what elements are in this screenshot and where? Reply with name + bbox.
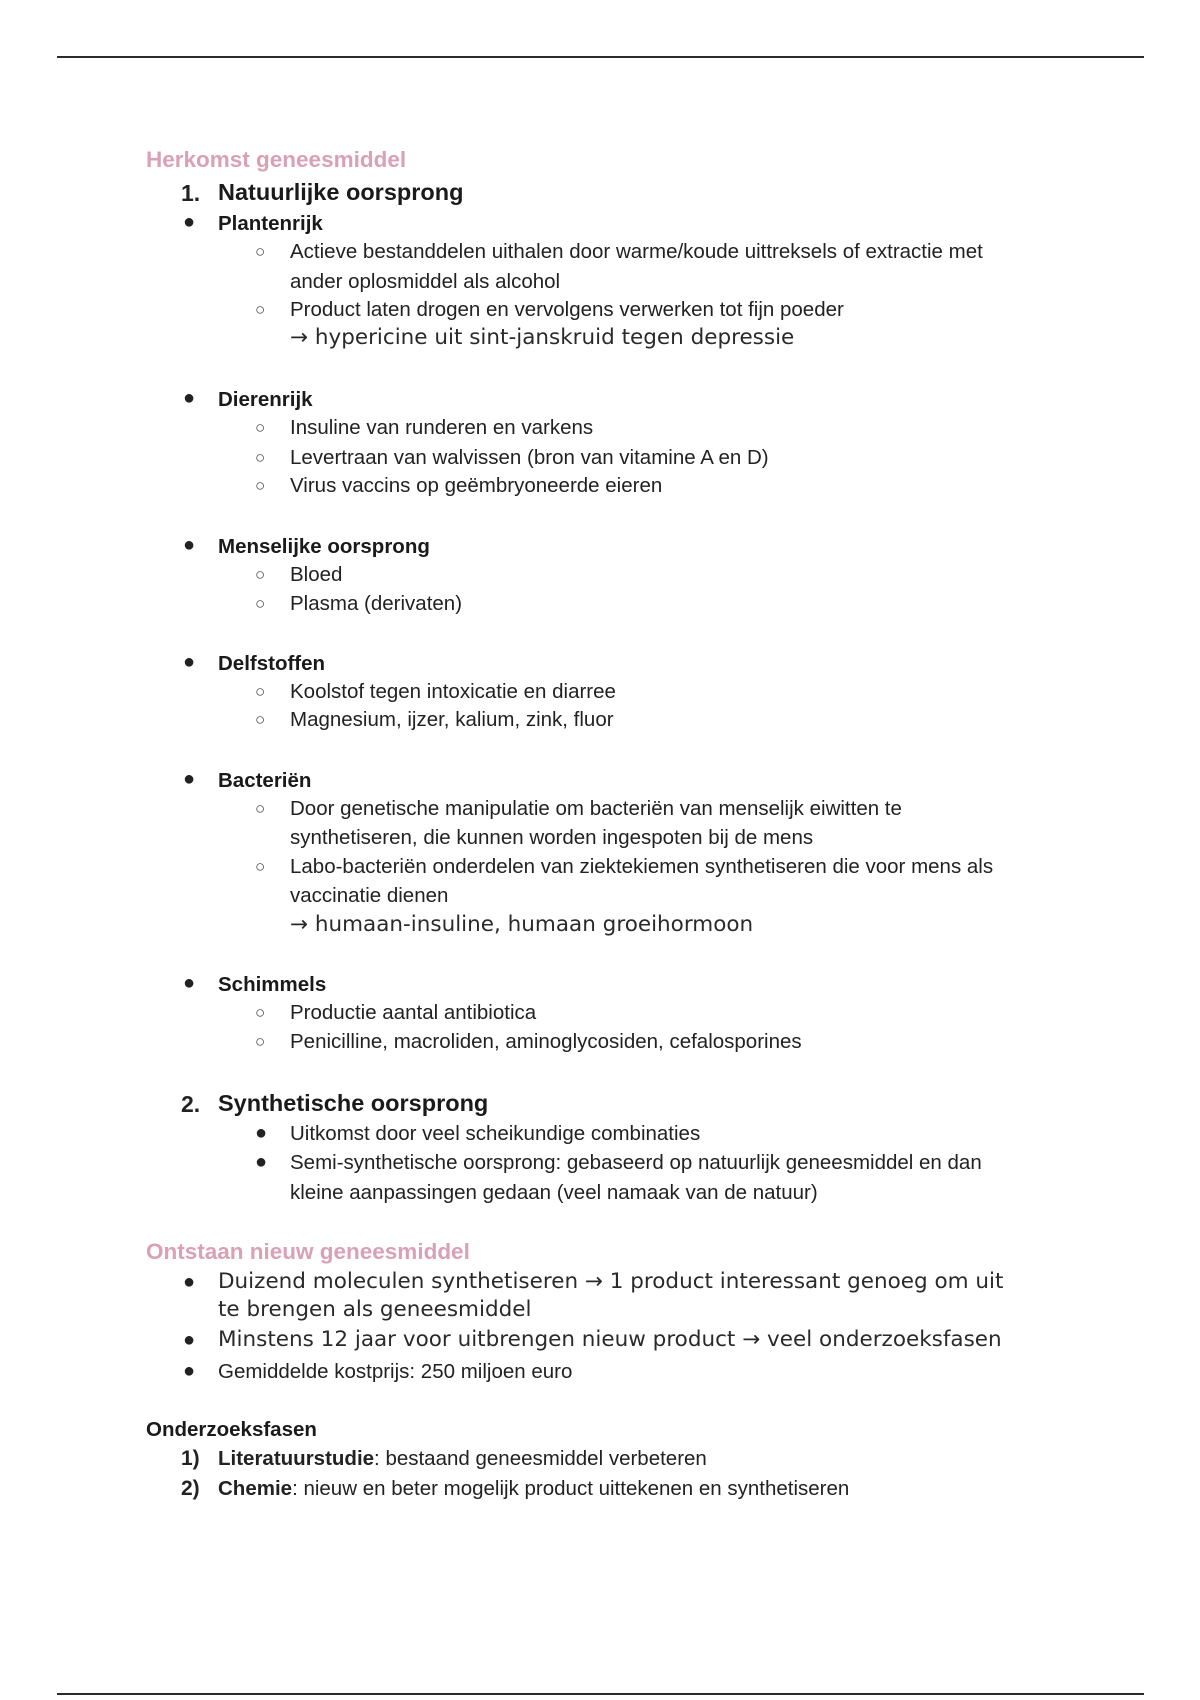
bottom-rule (57, 1693, 1144, 1695)
category-delfstoffen: Delfstoffen (218, 652, 326, 675)
phase-name: Literatuurstudie (218, 1447, 375, 1470)
list-item: Uitkomst door veel scheikundige combinaties (290, 1122, 701, 1145)
bullet-icon: ● (255, 1122, 268, 1144)
list-item: Gemiddelde kostprijs: 250 miljoen euro (218, 1360, 573, 1383)
circle-bullet-icon: ○ (255, 418, 266, 437)
list-item: Bloed (290, 563, 343, 586)
bullet-icon: ● (255, 1151, 268, 1173)
bullet-icon: ● (183, 651, 196, 673)
list-item-continued: kleine aanpassingen gedaan (veel namaak van de natuur) (290, 1181, 818, 1204)
phase-item (218, 1477, 849, 1501)
circle-bullet-icon: ○ (255, 799, 266, 818)
bullet-icon: ● (183, 1329, 196, 1351)
list-item: Virus vaccins op geëmbryoneerde eieren (290, 474, 663, 497)
list-item: Semi-synthetische oorsprong: gebaseerd op natuurlijk geneesmiddel en dan (290, 1151, 982, 1174)
category-schimmels: Schimmels (218, 973, 327, 996)
list-item-continued: te brengen als geneesmiddel (218, 1297, 532, 1322)
list-item: Labo-bacteriën onderdelen van ziektekiemen synthetiseren die voor mens als (290, 855, 994, 878)
list-item: Magnesium, ijzer, kalium, zink, fluor (290, 708, 614, 731)
category-dierenrijk: Dierenrijk (218, 388, 313, 411)
circle-bullet-icon: ○ (255, 565, 266, 584)
list-item-continued: synthetiseren, die kunnen worden ingespoten bij de mens (290, 826, 814, 849)
phase-item (218, 1447, 707, 1471)
list-item: Minstens 12 jaar voor uitbrengen nieuw product → veel onderzoeksfasen (218, 1327, 1002, 1352)
circle-bullet-icon: ○ (255, 242, 266, 261)
bullet-icon: ● (183, 387, 196, 409)
list-number: 1. (181, 180, 201, 206)
list-number: 2) (181, 1477, 200, 1500)
list-item: Product laten drogen en vervolgens verwerken tot fijn poeder (290, 298, 844, 321)
circle-bullet-icon: ○ (255, 300, 266, 319)
category-plantenrijk: Plantenrijk (218, 212, 323, 235)
list-item: Door genetische manipulatie om bacteriën van menselijk eiwitten te (290, 797, 902, 820)
section-title-herkomst: Herkomst geneesmiddel (146, 147, 407, 172)
circle-bullet-icon: ○ (255, 1003, 266, 1022)
subheading-onderzoeksfasen: Onderzoeksfasen (146, 1418, 317, 1441)
category-bacterien: Bacteriën (218, 769, 312, 792)
list-number: 2. (181, 1091, 201, 1117)
phase-text: : bestaand geneesmiddel verbeteren (374, 1447, 707, 1470)
phase-text: : nieuw en beter mogelijk product uittekenen en synthetiseren (292, 1477, 850, 1500)
subheading-natuurlijke-oorsprong: Natuurlijke oorsprong (218, 179, 464, 205)
bullet-icon: ● (183, 768, 196, 790)
category-menselijke-oorsprong: Menselijke oorsprong (218, 535, 430, 558)
circle-bullet-icon: ○ (255, 448, 266, 467)
phase-name: Chemie (218, 1477, 293, 1500)
list-item: Insuline van runderen en varkens (290, 416, 594, 439)
subheading-synthetische-oorsprong: Synthetische oorsprong (218, 1090, 489, 1116)
circle-bullet-icon: ○ (255, 710, 266, 729)
list-item: Levertraan van walvissen (bron van vitamine A en D) (290, 446, 769, 469)
list-item: Plasma (derivaten) (290, 592, 463, 615)
circle-bullet-icon: ○ (255, 682, 266, 701)
circle-bullet-icon: ○ (255, 476, 266, 495)
list-item: Actieve bestanddelen uithalen door warme/koude uittreksels of extractie met (290, 240, 983, 263)
bullet-icon: ● (183, 211, 196, 233)
list-item-continued: vaccinatie dienen (290, 884, 449, 907)
bullet-icon: ● (183, 534, 196, 556)
top-rule (57, 56, 1144, 58)
example-text: → hypericine uit sint-janskruid tegen depressie (290, 325, 795, 350)
example-text: → humaan-insuline, humaan groeihormoon (290, 912, 754, 937)
circle-bullet-icon: ○ (255, 1032, 266, 1051)
list-item: Penicilline, macroliden, aminoglycosiden, cefalosporines (290, 1030, 802, 1053)
circle-bullet-icon: ○ (255, 857, 266, 876)
bullet-icon: ● (183, 1360, 196, 1382)
list-number: 1) (181, 1447, 200, 1470)
list-item-continued: ander oplosmiddel als alcohol (290, 270, 561, 293)
section-title-ontstaan: Ontstaan nieuw geneesmiddel (146, 1239, 470, 1264)
list-item: Duizend moleculen synthetiseren → 1 product interessant genoeg om uit (218, 1269, 1004, 1294)
bullet-icon: ● (183, 1271, 196, 1293)
bullet-icon: ● (183, 972, 196, 994)
list-item: Koolstof tegen intoxicatie en diarree (290, 680, 616, 703)
circle-bullet-icon: ○ (255, 594, 266, 613)
list-item: Productie aantal antibiotica (290, 1001, 537, 1024)
